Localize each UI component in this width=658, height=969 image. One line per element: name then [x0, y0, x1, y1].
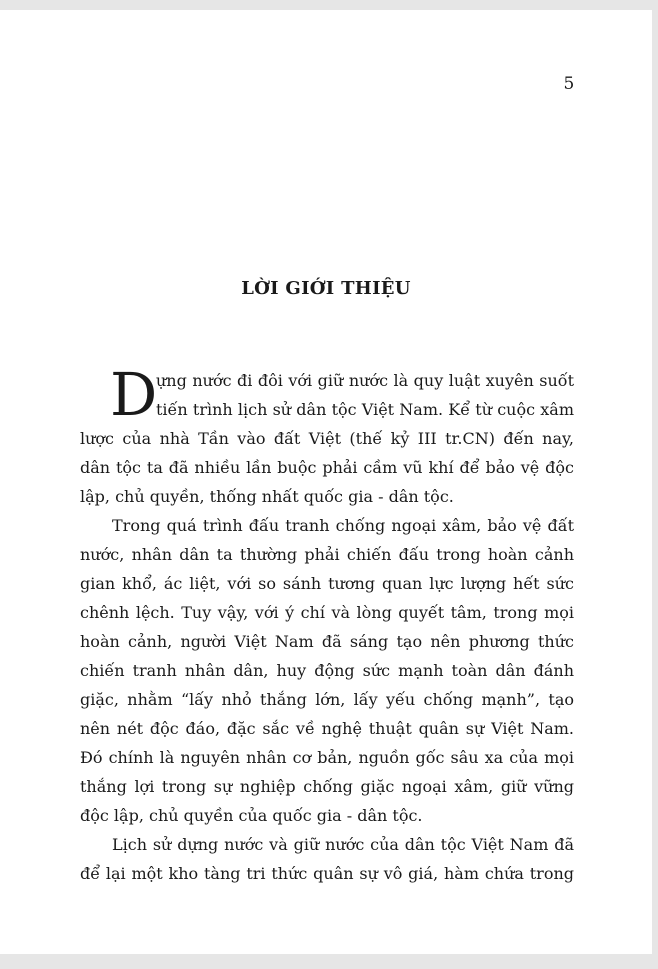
text-line: chiến tranh nhân dân, huy động sức mạnh toàn dân đánh [80, 661, 574, 680]
text-line: tiến trình lịch sử dân tộc Việt Nam. Kể từ cuộc xâm [156, 400, 574, 419]
text-line: lập, chủ quyền, thống nhất quốc gia - dân tộc. [80, 487, 454, 506]
text-line: để lại một kho tàng tri thức quân sự vô giá, hàm chứa trong [80, 864, 574, 883]
text-line: độc lập, chủ quyền của quốc gia - dân tộc. [80, 806, 423, 825]
drop-cap: D [110, 360, 158, 429]
text-line: hoàn cảnh, người Việt Nam đã sáng tạo nên phương thức [80, 632, 574, 651]
text-line: Đó chính là nguyên nhân cơ bản, nguồn gốc sâu xa của mọi [80, 748, 574, 767]
text-line: dân tộc ta đã nhiều lần buộc phải cầm vũ khí để bảo vệ độc [80, 458, 574, 477]
text-line: nên nét độc đáo, đặc sắc về nghệ thuật quân sự Việt Nam. [80, 719, 574, 738]
text-line: thắng lợi trong sự nghiệp chống giặc ngoại xâm, giữ vững [80, 777, 574, 796]
text-line: Lịch sử dựng nước và giữ nước của dân tộc Việt Nam đã [112, 835, 574, 854]
text-line: ựng nước đi đôi với giữ nước là quy luật xuyên suốt [156, 371, 574, 390]
page-number: 5 [563, 74, 575, 94]
text-line: chênh lệch. Tuy vậy, với ý chí và lòng quyết tâm, trong mọi [80, 603, 574, 622]
body-text [80, 360, 574, 888]
text-line: lược của nhà Tần vào đất Việt (thế kỷ III tr.CN) đến nay, [80, 429, 574, 448]
chapter-title: LỜI GIỚI THIỆU [241, 278, 411, 299]
text-line: Trong quá trình đấu tranh chống ngoại xâm, bảo vệ đất [112, 516, 574, 535]
book-page [0, 10, 652, 954]
text-line: gian khổ, ác liệt, với so sánh tương quan lực lượng hết sức [80, 574, 574, 593]
text-line: nước, nhân dân ta thường phải chiến đấu trong hoàn cảnh [80, 545, 574, 564]
text-line: giặc, nhằm “lấy nhỏ thắng lớn, lấy yếu chống mạnh”, tạo [80, 690, 574, 709]
